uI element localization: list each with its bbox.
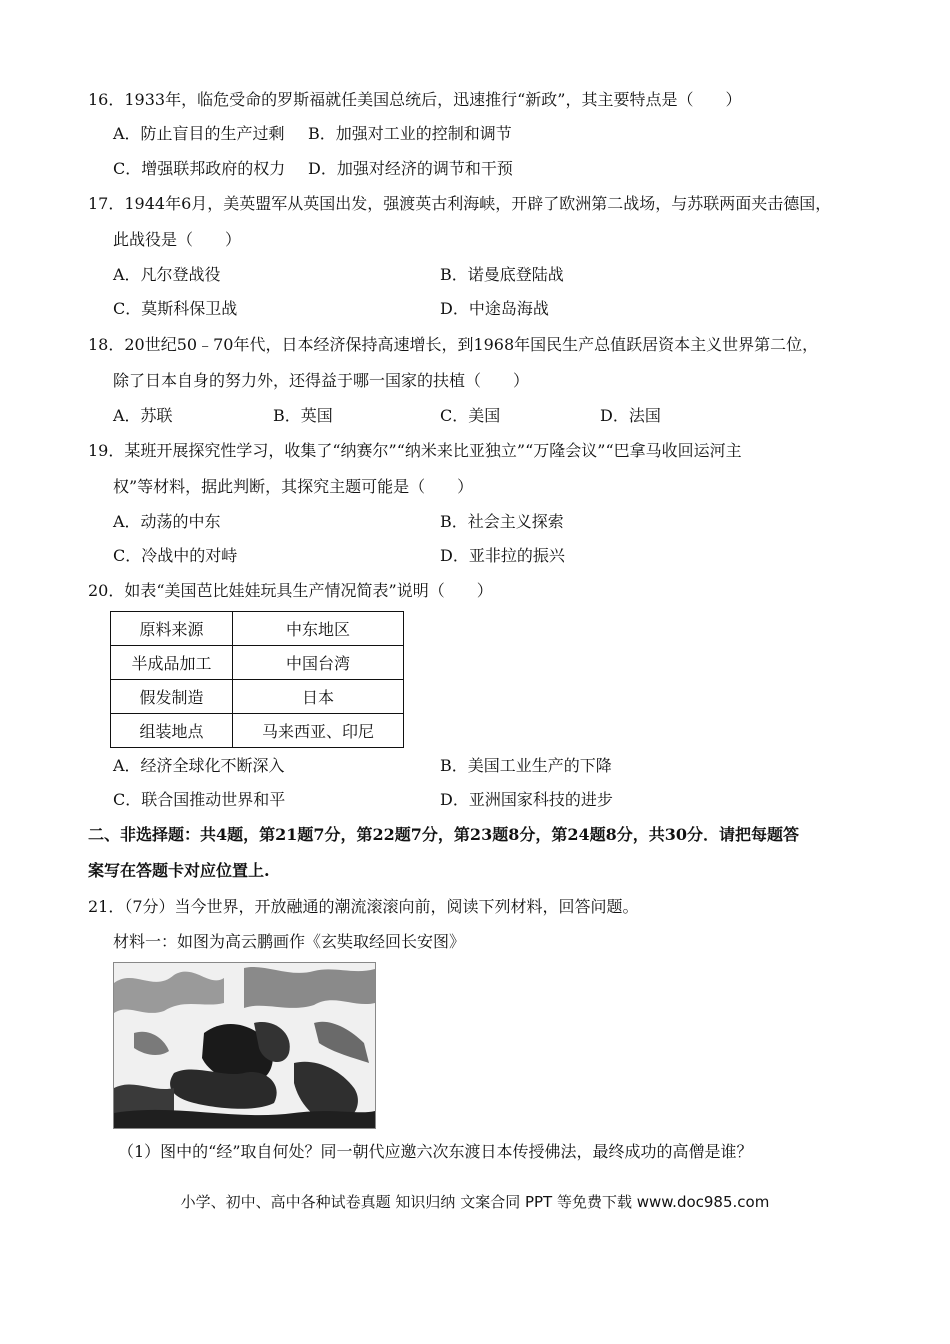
- q18-option-a: A．苏联: [113, 406, 173, 425]
- q18-option-d: D．法国: [600, 406, 661, 425]
- painting-illustration: [114, 963, 375, 1128]
- q19-stem-line1: 19．某班开展探究性学习，收集了“纳赛尔”“纳米来比亚独立”“万隆会议”“巴拿马收回运河主: [88, 441, 742, 460]
- q18-option-c: C．美国: [440, 406, 501, 425]
- q17-option-a: A．凡尔登战役: [113, 265, 221, 284]
- q18-stem-line2: 除了日本自身的努力外，还得益于哪一国家的扶植（ ）: [113, 371, 530, 390]
- q19-option-d: D．亚非拉的振兴: [440, 546, 565, 565]
- q21-subquestion-1: （1）图中的“经”取自何处？同一朝代应邀六次东渡日本传授佛法，最终成功的高僧是谁？: [118, 1142, 753, 1161]
- q20-stem: 20．如表“美国芭比娃娃玩具生产情况简表”说明（ ）: [88, 581, 493, 600]
- table-cell: 中国台湾: [233, 646, 404, 680]
- q17-stem-line1: 17．1944年6月，美英盟军从英国出发，强渡英古利海峡，开辟了欧洲第二战场，与苏联两面夹击德国，: [88, 194, 832, 213]
- section2-heading-line1: 二、非选择题：共4题，第21题7分，第22题7分，第23题8分，第24题8分，共30分．请把每题答: [88, 825, 799, 844]
- q19-option-b: B．社会主义探索: [440, 512, 564, 531]
- xuanzang-painting-image: [113, 962, 376, 1129]
- table-cell: 假发制造: [111, 680, 233, 714]
- q16-stem: 16．1933年，临危受命的罗斯福就任美国总统后，迅速推行“新政”，其主要特点是（ ）: [88, 90, 742, 109]
- barbie-production-table: [110, 611, 404, 748]
- section2-heading-line2: 案写在答题卡对应位置上.: [88, 861, 270, 880]
- q19-option-a: A．动荡的中东: [113, 512, 221, 531]
- q20-option-c: C．联合国推动世界和平: [113, 790, 286, 809]
- q18-stem-line1: 18．20世纪50﹣70年代，日本经济保持高速增长，到1968年国民生产总值跃居资本主义世界第二位，: [88, 335, 819, 354]
- q20-option-a: A．经济全球化不断深入: [113, 756, 285, 775]
- q16-option-c: C．增强联邦政府的权力: [113, 159, 286, 178]
- table-cell: 马来西亚、印尼: [233, 714, 404, 748]
- q17-stem-line2: 此战役是（ ）: [113, 230, 242, 249]
- table-cell: 组装地点: [111, 714, 233, 748]
- q21-stem: 21．（7分）当今世界，开放融通的潮流滚滚向前，阅读下列材料，回答问题。: [88, 897, 639, 916]
- q19-option-c: C．冷战中的对峙: [113, 546, 238, 565]
- table-cell: 中东地区: [233, 612, 404, 646]
- table-row: [111, 680, 404, 714]
- q16-option-b: B．加强对工业的控制和调节: [308, 124, 512, 143]
- q17-option-c: C．莫斯科保卫战: [113, 299, 238, 318]
- page-footer: 小学、初中、高中各种试卷真题 知识归纳 文案合同 PPT 等免费下载 www.doc985.com: [180, 1193, 770, 1211]
- table-row: [111, 714, 404, 748]
- q17-option-b: B．诺曼底登陆战: [440, 265, 564, 284]
- q16-option-a: A．防止盲目的生产过剩: [113, 124, 285, 143]
- table-row: [111, 646, 404, 680]
- q20-option-d: D．亚洲国家科技的进步: [440, 790, 613, 809]
- table-cell: 原料来源: [111, 612, 233, 646]
- table-row: [111, 612, 404, 646]
- q20-option-b: B．美国工业生产的下降: [440, 756, 612, 775]
- q21-material1: 材料一：如图为高云鹏画作《玄奘取经回长安图》: [113, 932, 466, 951]
- table-cell: 日本: [233, 680, 404, 714]
- q18-option-b: B．英国: [273, 406, 333, 425]
- table-cell: 半成品加工: [111, 646, 233, 680]
- q17-option-d: D．中途岛海战: [440, 299, 549, 318]
- q19-stem-line2: 权”等材料，据此判断，其探究主题可能是（ ）: [113, 477, 474, 496]
- q16-option-d: D．加强对经济的调节和干预: [308, 159, 513, 178]
